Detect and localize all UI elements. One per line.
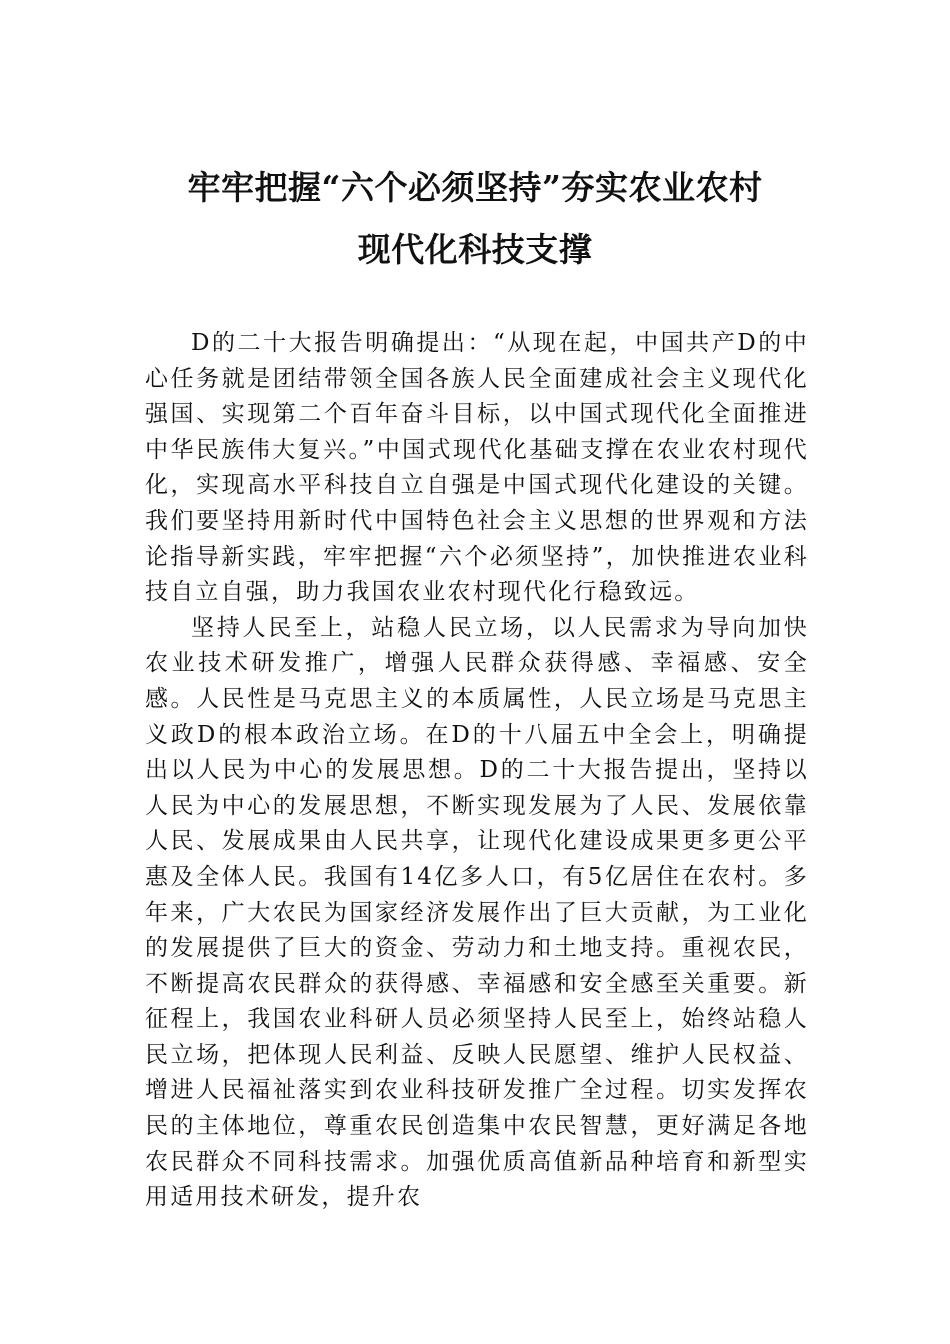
title-line-1: 牢牢把握“六个必须坚持”夯实农业农村 <box>187 168 763 207</box>
paragraph-2: 坚持人民至上，站稳人民立场，以人民需求为导向加快农业技术研发推广，增强人民群众获得感、幸福感、安全感。人民性是马克思主义的本质属性，人民立场是马克思主义政D的根本政治立场。在D的十八届五中全会上，明确提出以人民为中心的发展思想。D的二十大报告提出，坚持以人民为中心的发展思想，不断实现发展为了人民、发展依靠人民、发展成果由人民共享，让现代化建设成果更多更公平惠及全体人民。我国有14亿多人口，有5亿居住在农村。多年来，广大农民为国家经济发展作出了巨大贡献，为工业化的发展提供了巨大的资金、劳动力和土地支持。重视农民，不断提高农民群众的获得感、幸福感和安全感至关重要。新征程上，我国农业科研人员必须坚持人民至上，始终站稳人民立场，把体现人民利益、反映人民愿望、维护人民权益、增进人民福祉落实到农业科技研发推广全过程。切实发挥农民的主体地位，尊重农民创造集中农民智慧，更好满足各地农民群众不同科技需求。加强优质高值新品种培育和新型实用适用技术研发，提升农 <box>145 614 809 1211</box>
document-body <box>145 326 809 1216</box>
paragraph-1: D的二十大报告明确提出：“从现在起，中国共产D的中心任务就是团结带领全国各族人民全面建成社会主义现代化强国、实现第二个百年奋斗目标，以中国式现代化全面推进中华民族伟大复兴。”中国式现代化基础支撑在农业农村现代化，实现高水平科技自立自强是中国式现代化建设的关键。我们要坚持用新时代中国特色社会主义思想的世界观和方法论指导新实践，牢牢把握“六个必须坚持”，加快推进农业科技自立自强，助力我国农业农村现代化行稳致远。 <box>145 330 809 606</box>
title-line-2: 现代化科技支撑 <box>357 230 593 269</box>
document-title <box>100 157 850 281</box>
